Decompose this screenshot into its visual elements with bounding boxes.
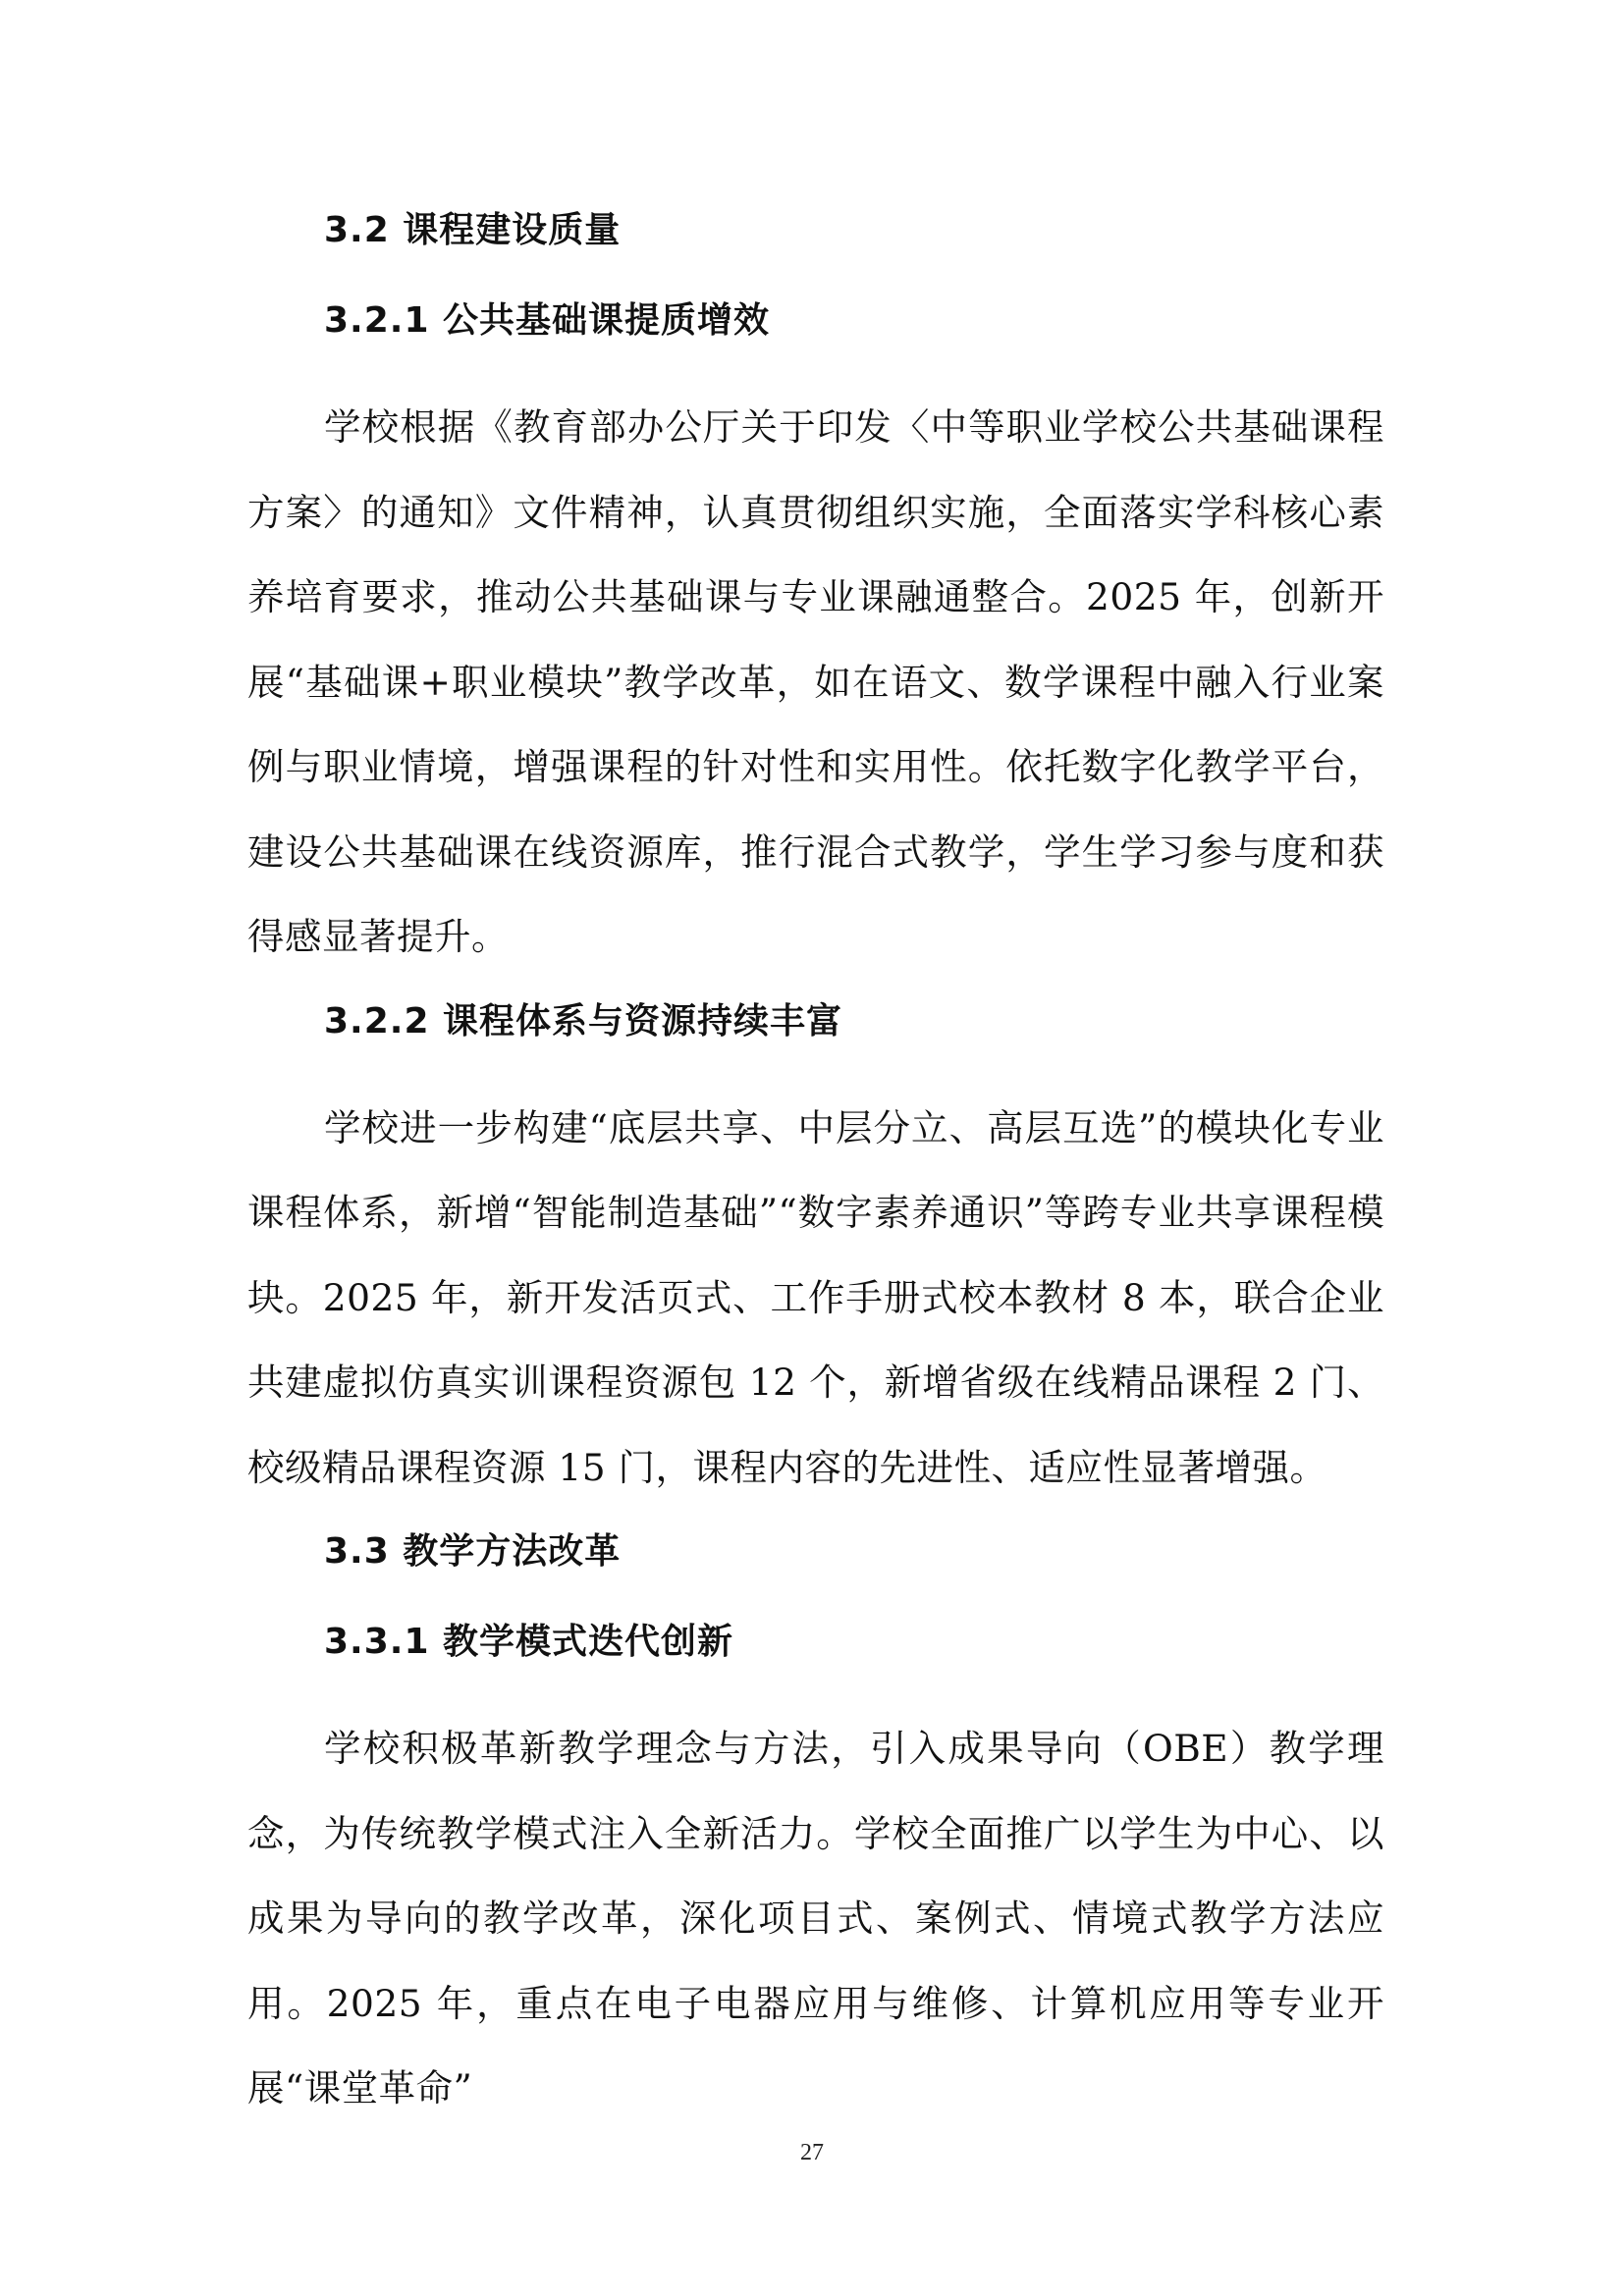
page-content <box>247 204 1384 2147</box>
page-number: 27 <box>800 2140 824 2165</box>
heading-3-3: 3.3 教学方法改革 <box>324 1531 622 1572</box>
paragraph-3-3-1: 学校积极革新教学理念与方法，引入成果导向（OBE）教学理念，为传统教学模式注入全新活力。学校全面推广以学生为中心、以成果为导向的教学改革，深化项目式、案例式、情境式教学方法应用。2025 年，重点在电子电器应用与维修、计算机应用等专业开展“课堂革命” <box>247 1727 1384 2109</box>
paragraph-3-2-1: 学校根据《教育部办公厅关于印发〈中等职业学校公共基础课程方案〉的通知》文件精神，认真贯彻组织实施，全面落实学科核心素养培育要求，推动公共基础课与专业课融通整合。2025 年，创新开展“基础课+职业模块”教学改革，如在语文、数学课程中融入行业案例与职业情境，增强课程的针对性和实用性。依托数字化教学平台，建设公共基础课在线资源库，推行混合式教学，学生学习参与度和获得感显著提升。 <box>247 405 1384 958</box>
heading-3-2-1: 3.2.1 公共基础课提质增效 <box>324 300 771 341</box>
heading-3-2-2: 3.2.2 课程体系与资源持续丰富 <box>324 1000 843 1041</box>
heading-3-2: 3.2 课程建设质量 <box>324 210 622 250</box>
paragraph-3-2-2: 学校进一步构建“底层共享、中层分立、高层互选”的模块化专业课程体系，新增“智能制造基础”“数字素养通识”等跨专业共享课程模块。2025 年，新开发活页式、工作手册式校本教材 8 本，联合企业共建虚拟仿真实训课程资源包 12 个，新增省级在线精品课程 2 门、校级精品课程资源 15 门，课程内容的先进性、适应性显著增强。 <box>247 1105 1384 1489</box>
heading-3-3-1: 3.3.1 教学模式迭代创新 <box>324 1622 734 1662</box>
